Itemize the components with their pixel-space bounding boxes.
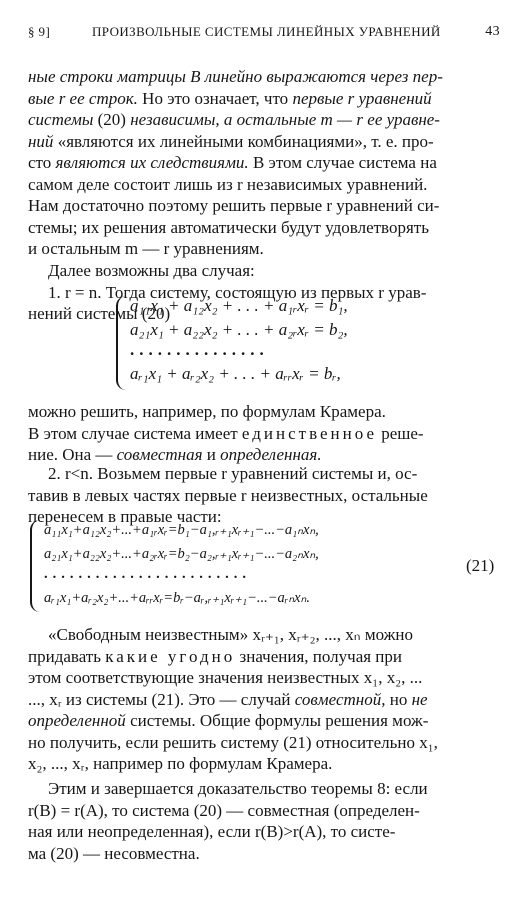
text-line: системы (20) независимы, а остальные m — r ее уравне- [28,110,440,129]
text-line: «Свободным неизвестным» xᵣ₊₁, xᵣ₊₂, ..., xₙ можно [48,625,413,644]
equation-number: (21) [466,556,495,575]
text-line: Нам достаточно поэтому решить первые r уравнений си- [28,196,440,215]
text-line: ний «являются их линейными комбинациями», т. е. про- [28,131,434,151]
equation-line: a₂₁x₁ + a₂₂x₂ + . . . + a₂ᵣxᵣ = b₂, [130,320,348,339]
text-line: x₂, ..., xᵣ, например по формулам Крамера. [28,754,333,773]
equation-dots: ............... [130,340,269,359]
text-line: нений системы (20) [28,304,171,323]
system-brace [30,520,40,612]
paragraph-1 [28,66,498,260]
equation-system-1 [116,296,416,390]
text-line: вые r ее строк. Но это означает, что первые r уравнений [28,88,432,108]
paragraph-6 [28,778,498,864]
text-line: этом соответствующие значения неизвестных x₁, x₂, ... [28,668,423,687]
text-line: но получить, если решить систему (21) относительно x₁, [28,732,438,752]
text-line: самом деле состоит лишь из r независимых уравнений. [28,174,428,194]
text-line: Далее возможны два случая: [48,261,255,280]
text-line: ние. Она — совместная и определенная. [28,445,322,464]
text-line: тавив в левых частях первые r неизвестных, остальные [28,485,428,505]
system-brace [116,296,126,390]
text-line: стемы; их решения автоматически будут удовлетворять [28,217,429,237]
equation-line: a₁₁x₁+a₁₂x₂+...+a₁ᵣxᵣ=b₁−a₁,ᵣ₊₁xᵣ₊₁−...−a₁ₙxₙ, [44,522,319,538]
text-line: 1. r = n. Тогда систему, состоящую из первых r урав- [48,282,427,302]
running-header [28,24,500,46]
text-line: ..., xᵣ из системы (21). Это — случай совместной, но не [28,689,428,709]
paragraph-5 [28,624,498,775]
section-marker: § 9] [28,24,51,39]
text-line: r(B) = r(A), то система (20) — совместная (определен- [28,800,420,820]
text-line: перенесем в правые части: [28,507,222,526]
paragraph-3 [28,401,498,466]
equation-system-2 [30,520,470,612]
page-number: 43 [485,24,500,39]
text-line: и остальным m — r уравнениям. [28,239,264,258]
text-line: 2. r<n. Возьмем первые r уравнений системы и, ос- [48,464,418,483]
equation-line: a₂₁x₁+a₂₂x₂+...+a₂ᵣxᵣ=b₂−a₂,ᵣ₊₁xᵣ₊₁−...−a₂ₙxₙ, [44,546,319,562]
text-line: определенной системы. Общие формулы решения мож- [28,711,429,730]
text-line: ма (20) — несовместна. [28,843,200,863]
equation-line: aᵣ₁x₁+aᵣ₂x₂+...+aᵣᵣxᵣ=bᵣ−aᵣ,ᵣ₊₁xᵣ₊₁−...−aᵣₙxₙ. [44,590,310,606]
text-line: ная или неопределенная), если r(B)>r(A), то систе- [28,822,396,841]
text-line: В этом случае система имеет единственное реше- [28,423,424,443]
text-line: придавать какие угодно значения, получая при [28,646,403,666]
text-line: сто являются их следствиями. В этом случае система на [28,153,437,172]
text-line: Этим и завершается доказательство теоремы 8: если [48,779,428,798]
chapter-title: ПРОИЗВОЛЬНЫЕ СИСТЕМЫ ЛИНЕЙНЫХ УРАВНЕНИЙ [92,24,441,39]
paragraph-4 [28,463,498,528]
text-line: ные строки матрицы B линейно выражаются через пер- [28,67,443,86]
equation-line: aᵣ₁x₁ + aᵣ₂x₂ + . . . + aᵣᵣxᵣ = bᵣ, [130,364,341,383]
equation-dots: ........................ [44,566,251,582]
text-line: можно решить, например, по формулам Крамера. [28,402,386,421]
equation-line: a₁₁x₁ + a₁₂x₂ + . . . + a₁ᵣxᵣ = b₁, [130,296,348,315]
